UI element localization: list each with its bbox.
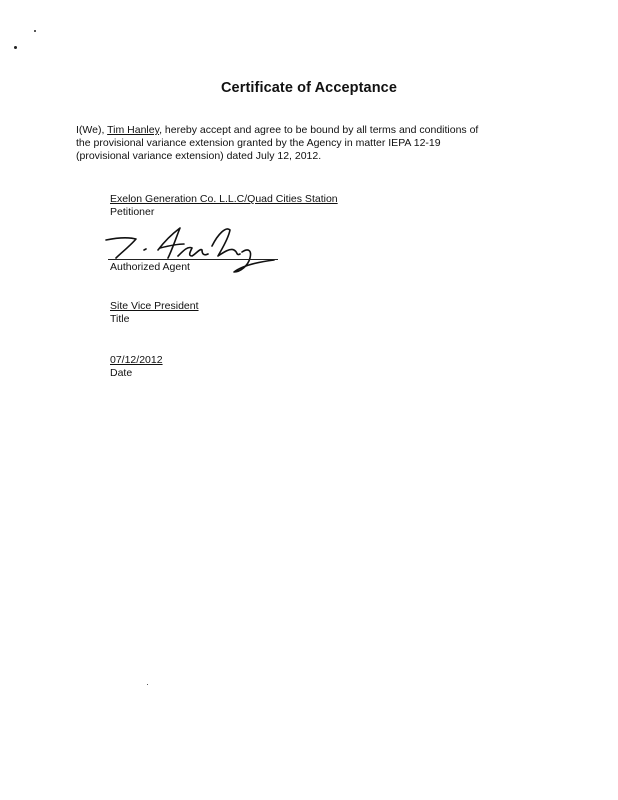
signer-name: Tim Hanley [107,124,160,136]
line1-prefix: I(We), [76,124,108,136]
date-label: Date [110,367,133,379]
acceptance-paragraph [76,124,556,163]
title-label: Title [110,313,130,325]
line1-suffix: , hereby accept and agree to be bound by all terms and conditions of [159,124,479,136]
scan-speck [34,30,36,32]
paragraph-line-2: the provisional variance extension granted by the Agency in matter IEPA 12-19 [76,137,441,149]
petitioner-label: Petitioner [110,206,155,218]
document-title: Certificate of Acceptance [220,80,398,96]
scan-speck [147,684,148,685]
petitioner-value: Exelon Generation Co. L.L.C/Quad Cities Station [110,193,338,205]
title-value: Site Vice President [110,300,199,312]
signature-line [108,259,278,260]
date-value: 07/12/2012 [110,354,163,366]
authorized-agent-label: Authorized Agent [110,261,190,273]
date-field [110,354,163,380]
paragraph-line-1 [76,124,556,137]
title-field [110,300,199,326]
petitioner-field [110,193,338,219]
scan-speck [14,46,17,49]
paragraph-line-3: (provisional variance extension) dated July 12, 2012. [76,150,322,162]
